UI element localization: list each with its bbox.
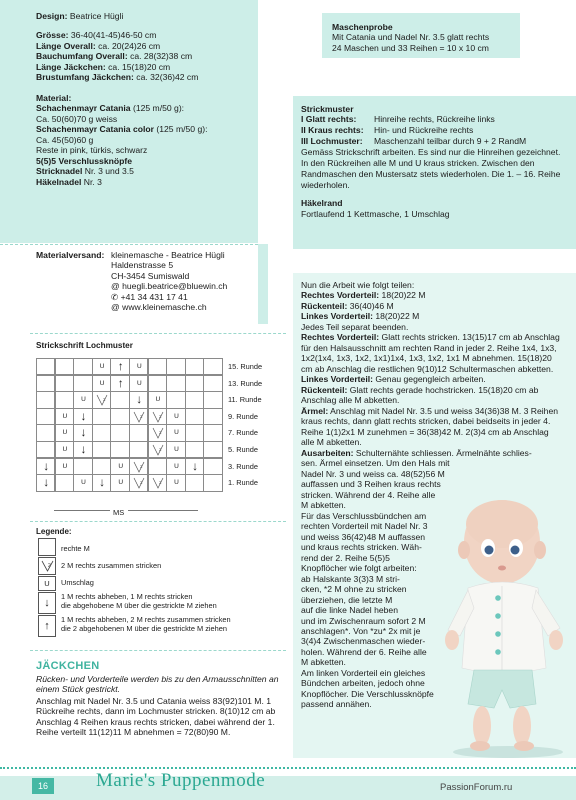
waist-overall-value: ca. 28(32)38 cm (130, 51, 193, 62)
size-label: Grösse: (36, 30, 69, 41)
jaeckchen-body: Anschlag mit Nadel Nr. 3.5 und Catania weiss 83(92)101 M. 1 Rückreihe rechts, dann im Lochmuster stricken. 8(10)12 cm ab Anschlag 4 Reihen kraus rechts stricken, dabei während der 1. Reihe verteilt 11(12)11 M abnehmen = 72(80)90 M. (36, 696, 276, 738)
versand-divider (0, 244, 258, 245)
svg-text:2: 2 (48, 563, 51, 569)
paragraph-left-front-label: Linkes Vorderteil: (301, 374, 373, 385)
yarnover-symbol: U (62, 446, 68, 453)
jaeckchen-title: JÄCKCHEN (36, 660, 100, 672)
pattern-2-label: II Kraus rechts: (301, 125, 364, 136)
design-sizes (36, 11, 256, 187)
material-yarn-1-amount: Ca. 50(60)70 g weiss (36, 113, 118, 124)
chart-row-label: 5. Runde (228, 445, 258, 454)
paragraph-sleeve (301, 406, 563, 448)
versand-side-strip (258, 244, 268, 324)
legend-sk2p-line: die 2 abgehobenen M über die gestrickte M ziehen (61, 624, 227, 634)
part-left-front-value: 18(20)22 M (372, 311, 420, 322)
versand-label: Materialversand: (36, 250, 105, 260)
yarnover-symbol: U (99, 379, 105, 387)
paragraph-sleeve-text: Anschlag mit Nadel Nr. 3.5 und weiss 34(36)38 M. 3 Reihen kraus rechts, dann glatt rechts stricken, dabei beidseits in jeder 4. Reihe 1(1)2x1 M zunehmen = 36(38)42 M. 2(3)4 cm ab Anschlag alle M abketten. (301, 405, 558, 448)
material-yarn-1: Schachenmayr Catania (36, 103, 131, 114)
finishing-text-fragment: auf die linke Nadel heben (301, 605, 398, 616)
svg-text:2: 2 (103, 397, 106, 403)
maschenprobe-line-2: 24 Maschen und 33 Reihen = 10 x 10 cm (332, 42, 489, 53)
yarnover-symbol: U (174, 429, 179, 437)
finishing-text-fragment: Am linken Vorderteil ein gleiches (301, 667, 426, 678)
material-yarn-2: Schachenmayr Catania color (36, 124, 154, 135)
svg-text:2: 2 (140, 463, 143, 469)
yarnover-symbol: U (174, 412, 179, 420)
legend-skp-line: 1 M rechts abheben, 1 M rechts stricken (61, 592, 193, 601)
chest-jacket-label: Brustumfang Jäckchen: (36, 72, 134, 83)
material-yarn-2-amount: Ca. 45(50)60 g (36, 134, 94, 145)
yarnover-symbol: U (118, 479, 124, 487)
finishing-text-fragment: holen. Während der 6. Reihe alle (301, 646, 427, 657)
designer-label: Design: (36, 11, 68, 21)
arrow-down-icon: ↓ (80, 442, 87, 456)
finishing-line (301, 479, 563, 489)
yarnover-symbol: U (99, 363, 105, 370)
paragraph-back (301, 385, 563, 406)
versand-block (36, 250, 266, 320)
part-left-front-label: Linkes Vorderteil: (301, 311, 373, 322)
finishing-text-fragment: cken, *2 M ohne zu stricken (301, 584, 407, 595)
ms-bracket (54, 510, 110, 511)
versand-phone: ✆ +41 34 431 17 41 (111, 291, 188, 302)
chart-row-label: 13. Runde (228, 378, 263, 388)
yarnover-symbol: U (81, 479, 86, 487)
jaeckchen-subtitle: Rücken- und Vorderteile werden bis zu den Armausschnitten an einem Stück gestrickt. (36, 674, 279, 695)
finishing-line (301, 448, 563, 458)
versand-street: Haldenstrasse 5 (111, 260, 174, 271)
part-back-label: Rückenteil: (301, 300, 348, 311)
legend-knit-text: rechte M (61, 544, 90, 553)
paragraph-back-label: Rückenteil: (301, 384, 348, 395)
legend-yarnover-symbol (38, 576, 56, 591)
svg-text:2: 2 (158, 447, 162, 452)
yarnover-symbol: U (174, 479, 179, 487)
yarnover-symbol: U (118, 462, 124, 470)
yarnover-symbol: U (174, 446, 179, 453)
pattern-1-label: I Glatt rechts: (301, 114, 357, 125)
maschenprobe-block (332, 22, 489, 53)
material-hook: Häkelnadel (36, 176, 82, 187)
legend-divider (30, 521, 286, 522)
chart-row-label: 7. Runde (228, 428, 258, 438)
finishing-line (301, 469, 563, 479)
pattern-2-value: Hin- und Rückreihe rechts (374, 125, 474, 136)
versand-address (111, 250, 227, 313)
haekelrand-text: Fortlaufend 1 Kettmasche, 1 Umschlag (301, 208, 450, 219)
part-right-front-label: Rechtes Vorderteil: (301, 290, 380, 301)
legend-yarnover-text: Umschlag (61, 578, 94, 587)
finishing-text-fragment: und weiss 36(42)48 M auffassen (301, 531, 426, 542)
chart-row-label: 9. Runde (228, 411, 258, 421)
part-back-value: 36(40)46 M (347, 300, 394, 311)
finishing-line (301, 458, 563, 468)
legend-k2tog-symbol (38, 557, 56, 575)
size-value: 36-40(41-45)46-50 cm (70, 30, 157, 41)
paragraph-right-front-text: Glatt rechts stricken. 13(15)17 cm ab Anschlag für den Halsausschnitt am rechten Rand in jeder 2. Reihe 1x4, 1x3, 1x2(1x4, 1x3, 1x2, 1x1)1x4, 1x3, 1x2, 1x1 M abnehmen. 15(18)20 cm ab Anschlag die restlichen 9(10)12 Schultermaschen abketten. (301, 332, 560, 374)
yarnover-symbol: U (81, 396, 86, 404)
brand-title: Marie's Puppenmode (96, 770, 266, 791)
paragraph-back-text: Glatt rechts gerade hochstricken. 15(18)20 cm ab Anschlag alle M abketten. (301, 384, 539, 406)
chart-row-label: 1. Runde (228, 478, 258, 488)
versand-company: kleinemasche - Beatrice Hügli (111, 250, 225, 260)
finishing-text-fragment: und im Zwischenraum sofort 2 M (301, 615, 426, 626)
maschenprobe-line-1: Mit Catania und Nadel Nr. 3.5 glatt rechts (332, 32, 490, 43)
arrow-down-icon: ↓ (80, 408, 87, 423)
versand-city: CH-3454 Sumiswald (111, 270, 190, 281)
legend-skp-line: die abgehobene M über die gestrickte M ziehen (61, 601, 217, 611)
legend-k2tog-text: 2 M rechts zusammen stricken (61, 561, 162, 570)
waist-overall-label: Bauchumfang Overall: (36, 51, 128, 62)
legend-knit-symbol (38, 538, 56, 556)
material-hook-size: Nr. 3 (81, 176, 102, 187)
legend-yarnover-glyph: U (44, 579, 50, 588)
chart-row-label: 3. Runde (228, 461, 258, 471)
chart-panel (30, 333, 286, 521)
finishing-text-fragment: rechten Vorderteil mit Nadel Nr. 3 (301, 521, 428, 532)
svg-text:2: 2 (158, 413, 162, 419)
finishing-text-fragment: auffassen und 3 Reihen kraus rechts (301, 479, 441, 490)
arrow-down-icon: ↓ (43, 475, 50, 490)
finishing-text-fragment: Nadel Nr. 3 und weiss ca. 48(52)56 M (301, 468, 445, 479)
finishing-text-fragment: und kraus rechts stricken. Wäh- (301, 542, 422, 553)
finishing-text-fragment: anschlagen*. Von *zu* 2x mit je (301, 625, 421, 636)
arrow-down-icon: ↓ (44, 597, 50, 609)
arrow-down-icon: ↓ (80, 425, 87, 440)
material-yarn-2-detail: (125 m/50 g): (153, 124, 208, 135)
jaeckchen-divider (30, 650, 286, 651)
page-number: 16 (32, 778, 54, 794)
material-needle-size: Nr. 3 und 3.5 (82, 166, 134, 177)
instructions-intro: Nun die Arbeit wie folgt teilen: (301, 280, 415, 290)
length-jacket-label: Länge Jäckchen: (36, 61, 106, 72)
yarnover-symbol: U (136, 379, 142, 387)
yarnover-symbol: U (62, 462, 68, 470)
svg-text:2: 2 (140, 413, 143, 419)
chart-row-label: 11. Runde (228, 395, 262, 405)
material-leftovers: Reste in pink, türkis, schwarz (36, 145, 148, 156)
svg-text:2: 2 (158, 480, 162, 486)
legend-sk2p-text (61, 615, 231, 633)
doll-photo (440, 490, 576, 760)
material-needle: Stricknadel (36, 166, 83, 177)
versand-email[interactable]: @ huegli.beatrice@bluewin.ch (111, 281, 228, 292)
finishing-text-fragment: M abketten. (301, 657, 346, 668)
strickmuster-title: Strickmuster (301, 104, 354, 114)
ms-label: MS (113, 508, 125, 517)
arrow-down-icon: ↓ (99, 475, 106, 490)
material-buttons: 5(5)5 Verschlussknöpfe (36, 155, 133, 166)
length-jacket-value: ca. 15(18)20 cm (108, 61, 171, 72)
paragraph-left-front-text: Genau gegengleich arbeiten. (372, 374, 486, 385)
pattern-3-label: III Lochmuster: (301, 136, 363, 147)
finishing-text-fragment: Bündchen arbeiten, jedoch ohne (301, 678, 425, 689)
maschenprobe-title: Maschenprobe (332, 22, 393, 32)
material-title: Material: (36, 92, 72, 103)
finishing-text-fragment: 3(4)4 Zwischenmaschen wieder- (301, 636, 426, 647)
chest-jacket-value: ca. 32(36)42 cm (136, 72, 199, 83)
arrow-up-icon: ↑ (117, 359, 124, 373)
finishing-text-fragment: stricken. Während der 4. Reihe alle (301, 489, 436, 500)
legend-skp-symbol (38, 592, 56, 614)
finishing-text-fragment: überziehen, die letzte M (301, 594, 393, 605)
finishing-label: Ausarbeiten: (301, 447, 354, 458)
length-overall-label: Länge Overall: (36, 40, 96, 51)
watermark: PassionForum.ru (440, 782, 513, 793)
chart-row-label: 15. Runde (228, 362, 263, 371)
finishing-text-fragment: passend annähen. (301, 699, 372, 710)
paragraph-right-front (301, 332, 563, 374)
yarnover-symbol: U (136, 363, 142, 370)
arrow-down-icon: ↓ (136, 392, 143, 407)
yarnover-symbol: U (62, 429, 68, 437)
finishing-text-fragment: Knopflöcher. Die Verschlussknöpfe (301, 688, 434, 699)
legend-skp-text (61, 592, 217, 610)
versand-website[interactable]: @ www.kleinemasche.ch (111, 302, 207, 313)
legend-sk2p-symbol (38, 615, 56, 637)
svg-text:2: 2 (140, 480, 143, 486)
strickmuster-body: Gemäss Strickschrift arbeiten. Es sind nur die Hinreihen gezeichnet. In den Rückreihen alle M und U kraus stricken. Zwischen den Randmaschen den Mustersatz stets wiederholen. Die 1. – 16. Reihe wiederholen. (301, 147, 561, 190)
part-right-front-value: 18(20)22 M (379, 290, 426, 301)
strickmuster-block (301, 104, 563, 219)
part-separate-note: Jedes Teil separat beenden. (301, 321, 409, 332)
finishing-text-fragment: ab Halskante 3(3)3 M stri- (301, 573, 400, 584)
legend-title: Legende: (36, 527, 72, 536)
arrow-up-icon: ↑ (44, 620, 50, 632)
designer-name: Beatrice Hügli (69, 11, 124, 21)
material-yarn-1-detail: (125 m/50 g): (130, 103, 185, 114)
arrow-down-icon: ↓ (43, 458, 50, 473)
haekelrand-title: Häkelrand (301, 198, 343, 209)
yarnover-symbol: U (62, 412, 68, 420)
length-overall-value: ca. 20(24)26 cm (98, 40, 161, 51)
legend-sk2p-line: 1 M rechts abheben, 2 M rechts zusammen stricken (61, 615, 231, 624)
finishing-text-fragment: Schulternähte schliessen. Ärmelnähte schlies- (353, 447, 532, 458)
footer-dotted-line (0, 767, 576, 769)
arrow-down-icon: ↓ (192, 458, 199, 473)
pattern-1-value: Hinreihe rechts, Rückreihe links (374, 114, 495, 125)
yarnover-symbol: U (174, 462, 179, 470)
yarnover-symbol: U (155, 396, 161, 404)
finishing-text-fragment: Knopflöcher wie folgt arbeiten: (301, 563, 417, 574)
pattern-3-value: Maschenzahl teilbar durch 9 + 2 RandM (374, 136, 527, 147)
finishing-text-fragment: M abketten. (301, 500, 346, 511)
chart-title: Strickschrift Lochmuster (36, 341, 133, 350)
paragraph-sleeve-label: Ärmel: (301, 405, 329, 416)
finishing-text-fragment: Für das Verschlussbündchen am (301, 510, 427, 521)
arrow-up-icon: ↑ (117, 375, 124, 390)
finishing-text-fragment: sen. Ärmel einsetzen. Um den Hals mit (301, 458, 450, 469)
paragraph-left-front (301, 374, 563, 384)
paragraph-right-front-label: Rechtes Vorderteil: (301, 332, 380, 343)
svg-text:2: 2 (158, 430, 162, 436)
ms-bracket (128, 510, 198, 511)
finishing-text-fragment: rend der 2. Reihe 5(5)5 (301, 552, 390, 563)
